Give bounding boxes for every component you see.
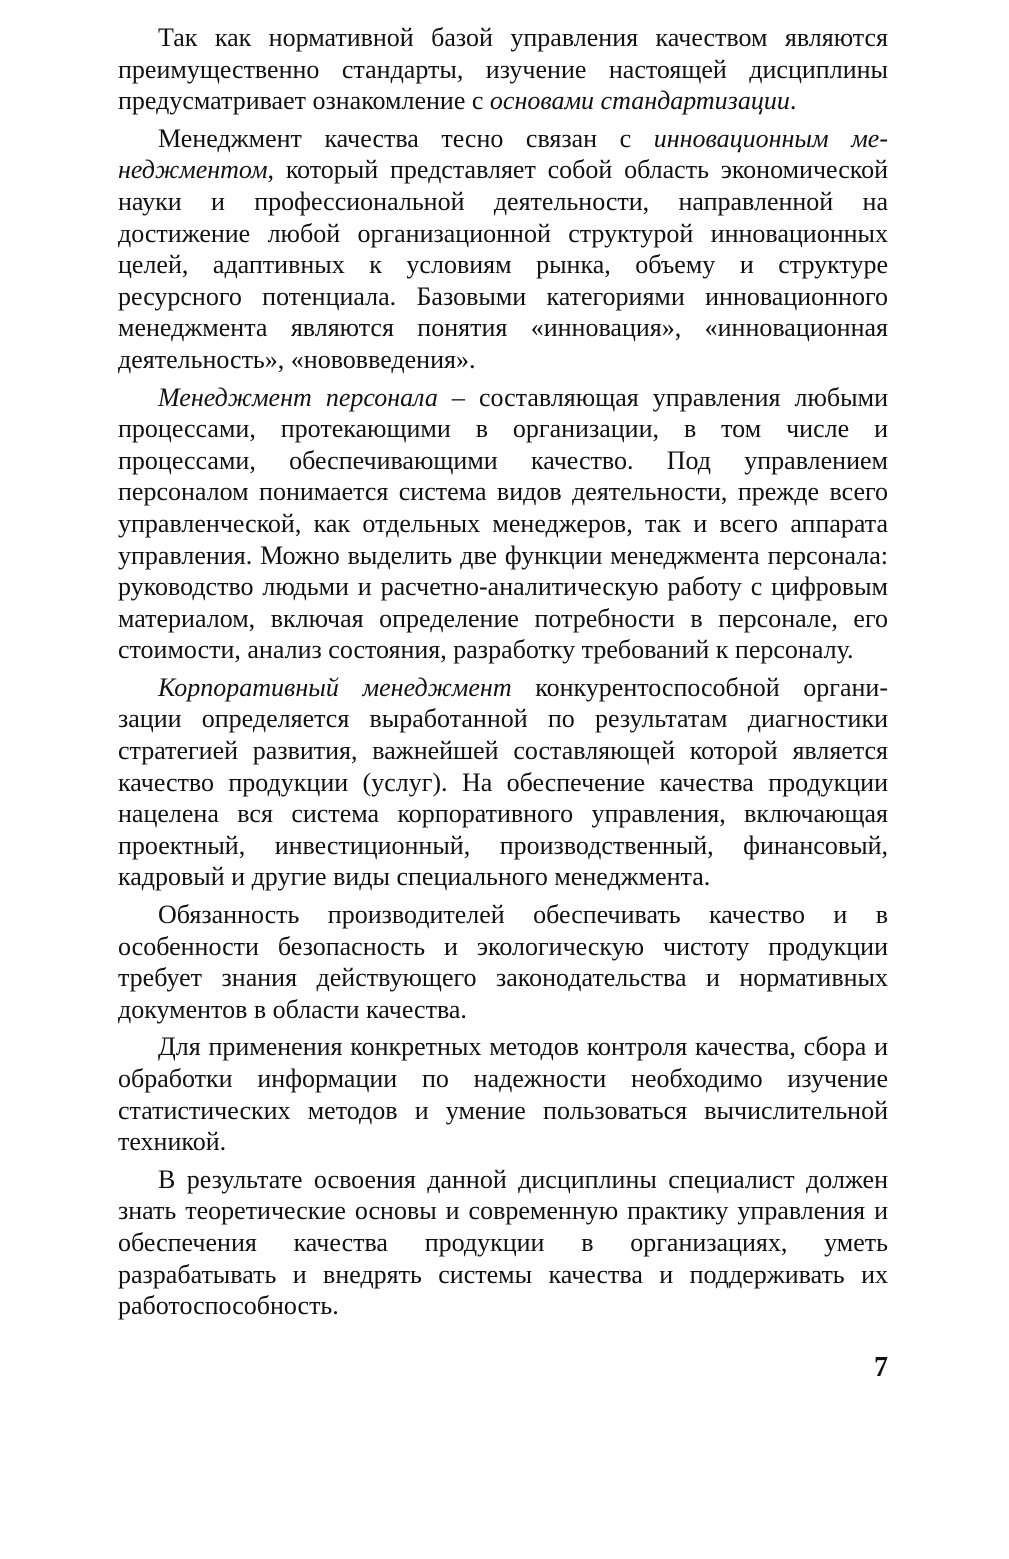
paragraph-statistical-methods — [118, 1031, 888, 1157]
text-segment: Для применения конкретных методов контроля качества, сбора и обработки информации по надежности необходимо изучение статистических методов и умение пользоваться вычислительной техникой. — [118, 1032, 888, 1157]
paragraph-learning-outcome — [118, 1164, 888, 1322]
text-segment: – составляющая управления любыми процессами, протекающими в организации, в том числе и процессами, обеспечивающими качество. Под управлением персоналом понимается система видов деятельности, прежде всего управленческой, как отдельных менеджеров, так и всего аппарата управления. Можно выделить две функции менеджмента персонала: руководство людьми и расчетно-аналитическую работу с цифровым материалом, включая определение потребности в персонале, его стоимости, анализ состояния, разработку требований к персоналу. — [118, 382, 888, 665]
paragraph-innovation-management — [118, 123, 888, 376]
page-number: 7 — [874, 1352, 888, 1383]
paragraph-personnel-management — [118, 382, 888, 666]
text-segment: Менеджмент качества тесно связан с — [158, 123, 654, 153]
text-segment: , который представляет собой область экономической науки и профессиональной деятельности, направленной на достижение любой организационной структурой инновационных целей, адаптивных к условиям рынка, объему и структуре ресурсного потенциала. Базовыми категориями инновационного менеджмента являются понятия «инновация», «инновационная деятельность», «нововведения». — [118, 155, 888, 374]
text-segment: Обязанность производителей обеспечивать качество и в особенности безопасность и экологическую чистоту продукции требует знания действующего законодательства и нормативных документов в области качества. — [118, 900, 888, 1024]
italic-term-personnel-management: Менеджмент персонала — [158, 382, 438, 412]
italic-term-innovation-management: инновационным менеджментом — [118, 123, 888, 185]
page-body — [118, 22, 888, 1328]
text-segment: Так как нормативной базой управления качеством являются преимущественно стандарты, изучение настоящей дисциплины предусматривает ознакомление с — [118, 23, 888, 116]
text-segment: конкурентоспособной организации определяется выработанной по результатам диагностики стратегией развития, важнейшей составляющей которой является качество продукции (услуг). На обеспечение качества продукции нацелена вся система корпоративного управления, включающая проектный, инвестиционный, производственный, финансовый, кадровый и другие виды специального менеджмента. — [118, 672, 888, 892]
paragraph-producer-obligation — [118, 899, 888, 1025]
paragraph-corporate-management — [118, 672, 888, 893]
italic-term-standardization: основами стандартизации — [489, 86, 790, 116]
paragraph-standards — [118, 22, 888, 117]
italic-term-corporate-management: Корпоративный менеджмент — [158, 672, 512, 702]
text-segment: . — [789, 86, 797, 116]
text-segment: В результате освоения данной дисциплины специалист должен знать теоретические основы и современную практику управления и обеспечения качества продукции в организациях, уметь разрабатывать и внедрять системы качества и поддерживать их работоспособность. — [118, 1164, 888, 1321]
